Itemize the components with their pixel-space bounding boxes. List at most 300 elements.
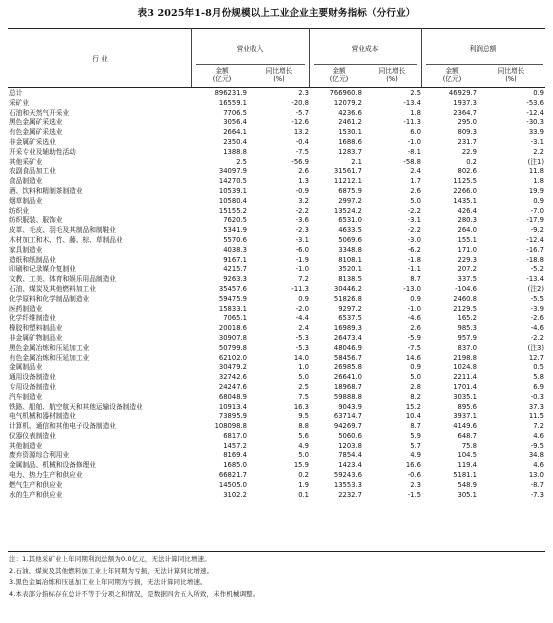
revenue-growth: 15.9 [293, 461, 309, 470]
revenue-growth: -0.9 [295, 186, 309, 195]
revenue-growth: -2.2 [295, 206, 309, 215]
cost-amount: 26473.4 [333, 333, 362, 342]
industry-name: 电力、热力生产和供应业 [9, 471, 83, 480]
table-row [9, 295, 544, 305]
revenue-amount: 20018.6 [218, 324, 247, 333]
table-title: 表3 2025年1-8月份规模以上工业企业主要财务指标（分行业） [137, 8, 416, 19]
profit-amount: 22.9 [461, 147, 477, 156]
revenue-amount: 30907.8 [218, 333, 247, 342]
table-bottom-rule [8, 551, 545, 552]
header-revenue: 营业收入 [236, 45, 264, 53]
group-rule [426, 64, 543, 65]
table-row [9, 471, 544, 481]
cost-growth: 1.8 [410, 108, 421, 117]
cost-growth: 2.6 [410, 186, 421, 195]
cost-growth: -1.0 [407, 304, 421, 313]
revenue-growth: 8.8 [298, 422, 309, 431]
revenue-amount: 3056.4 [223, 118, 247, 127]
profit-growth: -16.7 [526, 245, 544, 254]
industry-name: 农副食品加工业 [9, 167, 56, 176]
revenue-amount: 1685.0 [223, 461, 247, 470]
profit-amount: 2364.7 [453, 108, 477, 117]
cost-growth: 2.6 [410, 324, 421, 333]
profit-growth: -3.1 [530, 137, 544, 146]
revenue-growth: -5.3 [295, 343, 309, 352]
revenue-growth: 2.6 [298, 167, 309, 176]
header-growth: 同比增长 (%) [497, 67, 525, 83]
table-row [9, 256, 544, 266]
cost-growth: -58.8 [403, 157, 421, 166]
cost-growth: -4.6 [407, 314, 421, 323]
table-row [9, 285, 544, 295]
table-row [9, 138, 544, 148]
cost-growth: 16.6 [405, 461, 421, 470]
industry-name: 造纸和纸制品业 [9, 255, 56, 264]
revenue-growth: -3.1 [295, 235, 309, 244]
profit-amount: 2266.0 [453, 186, 477, 195]
profit-growth: 0.9 [533, 89, 544, 97]
industry-name: 非金属矿物制品业 [9, 333, 63, 342]
profit-amount: 104.5 [457, 451, 477, 460]
industry-name: 废弃资源综合利用业 [9, 451, 70, 460]
revenue-growth: -4.4 [295, 314, 309, 323]
profit-growth: 0.5 [533, 363, 544, 372]
revenue-growth: 0.2 [298, 471, 309, 480]
profit-amount: 2129.5 [453, 304, 477, 313]
header-amount: 金额 (亿元) [329, 67, 349, 83]
cost-growth: -7.5 [407, 343, 421, 352]
industry-name: 总计 [9, 89, 23, 97]
revenue-amount: 35457.6 [218, 284, 247, 293]
profit-amount: 1937.3 [453, 98, 477, 107]
cost-growth: -3.1 [407, 216, 421, 225]
profit-amount: 280.3 [457, 216, 477, 225]
cost-amount: 2461.2 [338, 118, 362, 127]
revenue-amount: 50799.8 [218, 343, 247, 352]
header-growth: 同比增长 (%) [378, 67, 406, 83]
profit-amount: 3937.1 [453, 412, 477, 421]
col-divider [421, 28, 422, 87]
cost-growth: -2.2 [407, 206, 421, 215]
profit-amount: 548.9 [457, 480, 477, 489]
table-row [9, 167, 544, 177]
revenue-growth: 1.0 [298, 363, 309, 372]
industry-name: 文教、工美、体育和娱乐用品制造业 [9, 275, 116, 284]
table-row [9, 177, 544, 187]
industry-name: 开采专业及辅助性活动 [9, 147, 76, 156]
table-row [9, 216, 544, 226]
table-top-rule [8, 28, 545, 29]
cost-amount: 1203.8 [338, 441, 362, 450]
cost-amount: 5060.6 [338, 431, 362, 440]
cost-growth: 8.7 [410, 422, 421, 431]
profit-growth: -17.9 [526, 216, 544, 225]
industry-name: 木材加工和木、竹、藤、棕、草制品业 [9, 235, 123, 244]
table-row [9, 236, 544, 246]
profit-amount: 46929.7 [448, 89, 477, 97]
cost-amount: 3348.8 [338, 245, 362, 254]
profit-amount: 2211.4 [453, 373, 477, 382]
profit-amount: 802.6 [457, 167, 477, 176]
cost-amount: 16989.3 [333, 324, 362, 333]
revenue-growth: -56.9 [291, 157, 309, 166]
revenue-amount: 66821.7 [218, 471, 247, 480]
cost-amount: 7854.4 [338, 451, 362, 460]
table-header-rule [8, 87, 545, 88]
cost-growth: 2.8 [410, 382, 421, 391]
cost-growth: 0.9 [410, 363, 421, 372]
profit-growth: -53.6 [526, 98, 544, 107]
cost-growth: 6.0 [410, 128, 421, 137]
table-row [9, 148, 544, 158]
profit-growth: 6.9 [533, 382, 544, 391]
table-row [9, 207, 544, 217]
cost-growth: 2.5 [410, 89, 421, 97]
revenue-amount: 5570.6 [223, 235, 247, 244]
table-row [9, 187, 544, 197]
profit-growth: -5.2 [530, 265, 544, 274]
revenue-amount: 5341.9 [223, 226, 247, 235]
table-row [9, 393, 544, 403]
cost-amount: 26985.8 [333, 363, 362, 372]
industry-name: 有色金属矿采选业 [9, 128, 63, 137]
revenue-amount: 6817.0 [223, 431, 247, 440]
note-line: 4.本表部分指标存在总计不等于分项之和情况，是数据四舍五入所致，未作机械调整。 [9, 589, 260, 598]
industry-name: 采矿业 [9, 98, 30, 107]
note-line: 注：1.其他采矿业上年同期利润总额为0.0亿元，无法计算同比增速。 [9, 555, 211, 563]
cost-amount: 59243.6 [333, 471, 362, 480]
profit-amount: 75.8 [461, 441, 477, 450]
revenue-growth: 16.3 [293, 402, 309, 411]
revenue-amount: 73895.9 [218, 412, 247, 421]
cost-growth: 0.9 [410, 294, 421, 303]
cost-amount: 94269.7 [333, 422, 362, 431]
revenue-growth: -1.0 [295, 265, 309, 274]
revenue-growth: 7.2 [298, 275, 309, 284]
revenue-amount: 3102.2 [223, 490, 247, 499]
revenue-amount: 4038.3 [223, 245, 247, 254]
revenue-growth: -2.3 [295, 226, 309, 235]
profit-growth: 37.3 [528, 402, 544, 411]
revenue-amount: 62102.0 [218, 353, 247, 362]
profit-amount: 1125.5 [453, 177, 477, 186]
table-row [9, 481, 544, 491]
cost-growth: 5.0 [410, 196, 421, 205]
profit-growth: 12.7 [528, 353, 544, 362]
revenue-growth: -20.8 [291, 98, 309, 107]
industry-name: 黑色金属矿采选业 [9, 118, 63, 127]
profit-growth: -8.7 [530, 480, 544, 489]
industry-name: 食品制造业 [9, 177, 43, 186]
profit-amount: 231.7 [457, 137, 477, 146]
table-row [9, 197, 544, 207]
table-row [9, 461, 544, 471]
revenue-growth: 0.9 [298, 294, 309, 303]
industry-name: 计算机、通信和其他电子设备制造业 [9, 422, 116, 431]
cost-growth: 10.4 [405, 412, 421, 421]
cost-amount: 1423.4 [338, 461, 362, 470]
profit-growth: -2.2 [530, 333, 544, 342]
cost-amount: 13553.3 [333, 480, 362, 489]
industry-name: 石油、煤炭及其他燃料加工业 [9, 284, 96, 293]
revenue-growth: 1.3 [298, 177, 309, 186]
profit-amount: 648.7 [457, 431, 477, 440]
cost-growth: 5.7 [410, 441, 421, 450]
revenue-growth: 13.2 [293, 128, 309, 137]
revenue-amount: 10580.4 [218, 196, 247, 205]
note-line: 3.黑色金属冶炼和压延加工业上年同期为亏损，无法计算同比增速。 [9, 578, 207, 587]
cost-amount: 6537.5 [338, 314, 362, 323]
revenue-amount: 7065.1 [223, 314, 247, 323]
revenue-growth: -6.0 [295, 245, 309, 254]
profit-growth: -18.8 [526, 255, 544, 264]
cost-growth: -13.4 [403, 98, 421, 107]
revenue-amount: 1457.2 [223, 441, 247, 450]
revenue-growth: -11.3 [291, 284, 309, 293]
revenue-growth: 0.1 [298, 490, 309, 499]
revenue-amount: 7620.5 [223, 216, 247, 225]
profit-growth: -4.6 [530, 324, 544, 333]
cost-amount: 4236.6 [338, 108, 362, 117]
industry-name: 金属制品业 [9, 363, 43, 372]
profit-amount: 5181.1 [453, 471, 477, 480]
cost-amount: 31561.7 [333, 167, 362, 176]
table-row [9, 275, 544, 285]
profit-amount: 165.2 [457, 314, 477, 323]
revenue-amount: 30479.2 [218, 363, 247, 372]
cost-amount: 9297.2 [338, 304, 362, 313]
profit-amount: 229.3 [457, 255, 477, 264]
header-industry: 行 业 [92, 55, 108, 63]
profit-growth: -3.9 [530, 304, 544, 313]
profit-amount: 3035.1 [453, 392, 477, 401]
header-growth: 同比增长 (%) [265, 67, 293, 83]
profit-growth: -12.4 [526, 108, 544, 117]
revenue-amount: 68048.9 [218, 392, 247, 401]
revenue-growth: 7.5 [298, 392, 309, 401]
cost-amount: 12079.2 [333, 98, 362, 107]
cost-growth: -6.2 [407, 245, 421, 254]
cost-growth: 8.2 [410, 392, 421, 401]
revenue-growth: -5.7 [295, 108, 309, 117]
cost-amount: 2232.7 [338, 490, 362, 499]
profit-amount: 305.1 [457, 490, 477, 499]
table-row [9, 314, 544, 324]
profit-amount: 957.9 [457, 333, 477, 342]
industry-name: 烟草制品业 [9, 196, 43, 205]
revenue-amount: 16559.1 [218, 98, 247, 107]
revenue-amount: 2664.1 [223, 128, 247, 137]
profit-amount: 985.3 [457, 324, 477, 333]
industry-name: 纺织业 [9, 206, 30, 215]
cost-amount: 26641.0 [333, 373, 362, 382]
revenue-growth: -2.0 [295, 304, 309, 313]
profit-amount: 337.5 [457, 275, 477, 284]
profit-growth: -13.4 [526, 275, 544, 284]
profit-growth: 7.2 [533, 422, 544, 431]
profit-growth: -30.3 [526, 118, 544, 127]
profit-growth: 4.6 [533, 461, 544, 470]
profit-amount: 4149.6 [453, 422, 477, 431]
industry-name: 橡胶和塑料制品业 [9, 324, 63, 333]
industry-name: 黑色金属冶炼和压延加工业 [9, 343, 90, 352]
industry-name: 纺织服装、服饰业 [9, 216, 63, 225]
cost-amount: 2997.2 [338, 196, 362, 205]
revenue-amount: 14505.0 [218, 480, 247, 489]
profit-amount: 295.0 [457, 118, 477, 127]
revenue-amount: 59475.9 [218, 294, 247, 303]
cost-growth: 2.3 [410, 480, 421, 489]
cost-growth: -13.0 [403, 284, 421, 293]
revenue-growth: 5.0 [298, 451, 309, 460]
cost-growth: 8.7 [410, 275, 421, 284]
table-row [9, 451, 544, 461]
table-row [9, 128, 544, 138]
table-row [9, 89, 544, 99]
revenue-amount: 9167.1 [223, 255, 247, 264]
revenue-amount: 4215.7 [223, 265, 247, 274]
industry-name: 印刷和记录媒介复制业 [9, 265, 76, 274]
revenue-amount: 2.5 [236, 157, 247, 166]
cost-growth: -1.5 [407, 490, 421, 499]
group-rule [314, 64, 417, 65]
table-row [9, 432, 544, 442]
revenue-growth: -1.9 [295, 255, 309, 264]
revenue-growth: -12.6 [291, 118, 309, 127]
revenue-growth: -5.3 [295, 333, 309, 342]
table-row [9, 491, 544, 501]
industry-name: 其他制造业 [9, 441, 43, 450]
cost-amount: 6875.9 [338, 186, 362, 195]
cost-growth: -11.3 [403, 118, 421, 127]
revenue-amount: 14270.5 [218, 177, 247, 186]
table-body [9, 89, 544, 500]
industry-name: 酒、饮料和精制茶制造业 [9, 186, 83, 195]
revenue-amount: 2350.4 [223, 137, 247, 146]
profit-amount: 207.2 [457, 265, 477, 274]
cost-growth: 14.6 [405, 353, 421, 362]
header-amount: 金额 (亿元) [442, 67, 462, 83]
cost-amount: 59888.8 [333, 392, 362, 401]
profit-growth: (注2) [527, 284, 544, 293]
revenue-amount: 15155.2 [218, 206, 247, 215]
table-row [9, 324, 544, 334]
profit-amount: -104.6 [455, 284, 477, 293]
cost-growth: 1.7 [410, 177, 421, 186]
cost-amount: 6531.0 [338, 216, 362, 225]
revenue-amount: 108098.8 [214, 422, 247, 431]
cost-amount: 8108.1 [338, 255, 362, 264]
header-cost: 营业成本 [351, 45, 379, 53]
table-row [9, 226, 544, 236]
revenue-amount: 1388.8 [223, 147, 247, 156]
header-amount: 金额 (亿元) [212, 67, 232, 83]
industry-name: 通用设备制造业 [9, 373, 56, 382]
table-row [9, 422, 544, 432]
revenue-amount: 9263.3 [223, 275, 247, 284]
table-row [9, 246, 544, 256]
revenue-amount: 8169.4 [223, 451, 247, 460]
profit-growth: 19.9 [528, 186, 544, 195]
table-row [9, 383, 544, 393]
cost-growth: -3.0 [407, 235, 421, 244]
cost-growth: -1.8 [407, 255, 421, 264]
table-row [9, 412, 544, 422]
profit-amount: 426.4 [457, 206, 477, 215]
profit-amount: 1024.8 [453, 363, 477, 372]
profit-growth: -0.3 [530, 392, 544, 401]
industry-name: 专用设备制造业 [9, 382, 56, 391]
profit-growth: 13.0 [528, 471, 544, 480]
revenue-growth: 5.6 [298, 431, 309, 440]
cost-amount: 766960.8 [329, 89, 362, 97]
industry-name: 有色金属冶炼和压延加工业 [9, 353, 90, 362]
revenue-growth: -3.6 [295, 216, 309, 225]
profit-growth: 4.6 [533, 431, 544, 440]
profit-amount: 0.2 [466, 157, 477, 166]
cost-amount: 3520.1 [338, 265, 362, 274]
industry-name: 皮革、毛皮、羽毛及其制品和制鞋业 [9, 226, 116, 235]
table-row [9, 363, 544, 373]
profit-amount: 895.6 [457, 402, 477, 411]
cost-growth: 15.2 [405, 402, 421, 411]
profit-growth: 34.8 [528, 451, 544, 460]
cost-amount: 30446.2 [333, 284, 362, 293]
table-row [9, 265, 544, 275]
cost-amount: 48046.9 [333, 343, 362, 352]
revenue-amount: 7706.5 [223, 108, 247, 117]
revenue-growth: 5.0 [298, 373, 309, 382]
table-row [9, 118, 544, 128]
industry-name: 非金属矿采选业 [9, 137, 56, 146]
cost-growth: -1.1 [407, 265, 421, 274]
industry-name: 铁路、船舶、航空航天和其他运输设备制造业 [9, 402, 143, 411]
profit-growth: 1.8 [533, 177, 544, 186]
cost-amount: 4633.5 [338, 226, 362, 235]
revenue-growth: 1.9 [298, 480, 309, 489]
table-row [9, 305, 544, 315]
table-notes [9, 554, 544, 600]
profit-amount: 119.4 [457, 461, 477, 470]
profit-growth: 33.9 [528, 128, 544, 137]
revenue-amount: 15833.1 [218, 304, 247, 313]
cost-amount: 58456.7 [333, 353, 362, 362]
group-rule [196, 64, 305, 65]
cost-amount: 2.1 [351, 157, 362, 166]
profit-growth: -9.2 [530, 226, 544, 235]
revenue-amount: 34097.9 [218, 167, 247, 176]
cost-growth: -8.1 [407, 147, 421, 156]
profit-growth: 11.8 [528, 167, 544, 176]
cost-growth: -1.0 [407, 137, 421, 146]
table-row [9, 109, 544, 119]
col-divider [309, 28, 310, 87]
cost-amount: 1530.1 [338, 128, 362, 137]
revenue-growth: -0.4 [295, 137, 309, 146]
cost-amount: 5069.6 [338, 235, 362, 244]
table-row [9, 344, 544, 354]
profit-growth: (注1) [527, 157, 544, 166]
table-row [9, 158, 544, 168]
revenue-growth: 3.2 [298, 196, 309, 205]
revenue-amount: 10913.4 [218, 402, 247, 411]
revenue-growth: -7.5 [295, 147, 309, 156]
profit-amount: 264.0 [457, 226, 477, 235]
note-line: 2.石油、煤炭及其他燃料加工业上年同期为亏损，无法计算同比增速。 [9, 566, 214, 575]
cost-amount: 9043.9 [338, 402, 362, 411]
revenue-amount: 32742.6 [218, 373, 247, 382]
profit-amount: 809.3 [457, 128, 477, 137]
